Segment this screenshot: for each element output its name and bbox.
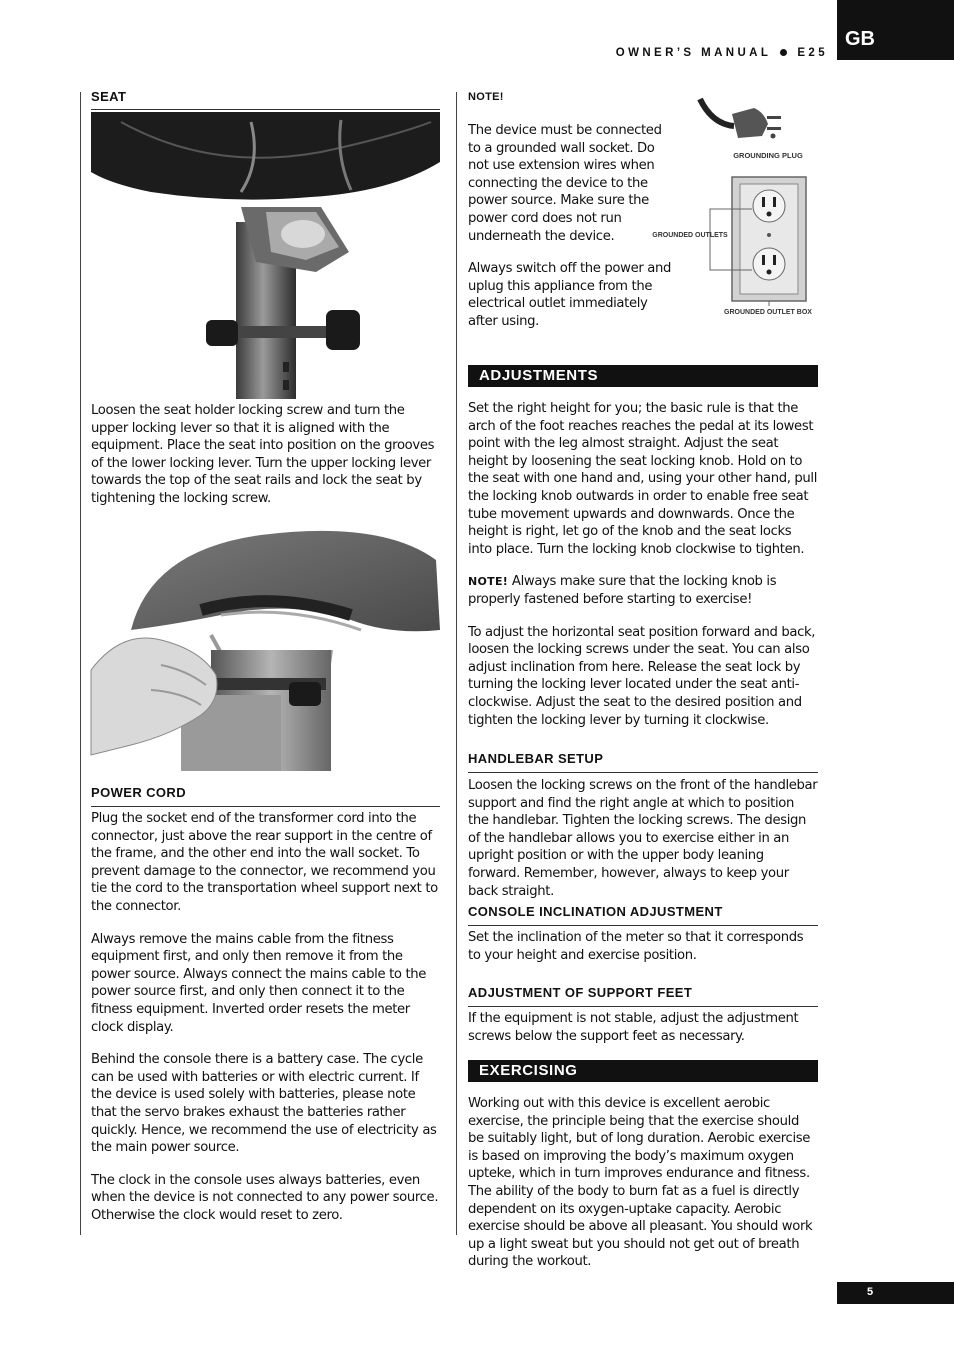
support-feet-paragraph: If the equipment is not stable, adjust the adjustment screws below the support feet as necessary. xyxy=(468,1011,799,1044)
bullet-dot xyxy=(780,49,787,56)
power-paragraph-1: Plug the socket end of the transformer cord into the connector, just above the rear support in the centre of the frame, and the other end into the wall socket. To prevent damage to the connector, we recommend you tie the cord to the transportation wheel support next to the connector. xyxy=(91,811,438,914)
handlebar-paragraph: Loosen the locking screws on the front of the handlebar support and find the right angle at which to position the handlebar. Tighten the locking screws. The design of the handlebar allows you to exercise either in an upright position or with the upper body leaning forward. Remember, however, always to keep your back straight. xyxy=(468,778,818,899)
adjustments-text xyxy=(468,400,818,744)
grounding-figure xyxy=(652,94,818,330)
column-divider xyxy=(456,92,457,1235)
seat-paragraph: Loosen the seat holder locking screw and turn the upper locking lever so that it is aligned with the equipment. Place the seat into position on the grooves of the lower locking lever. Turn the upper locking lever towards the top of the seat rails and lock the seat by tightening the locking screw. xyxy=(91,403,435,506)
exercising-section-bar: EXERCISING xyxy=(468,1060,818,1082)
language-tab xyxy=(837,0,954,60)
support-feet-rule xyxy=(468,1006,818,1007)
seat-adjust-hand-photo xyxy=(91,520,440,771)
grounding-plug-label: GROUNDING PLUG xyxy=(733,151,803,160)
support-feet-heading: ADJUSTMENT OF SUPPORT FEET xyxy=(468,985,693,1000)
power-cord-rule xyxy=(91,806,440,807)
horizontal-position-paragraph: To adjust the horizontal seat position forward and back, loosen the locking screws under the seat. You can also adjust inclination from here. Release the seat lock by turning the locking lever located under the seat anti-clockwise. Adjust the seat to the desired position and tighten the locking lever by turning it clockwise. xyxy=(468,624,816,728)
locking-knob-note xyxy=(468,573,818,608)
console-rule xyxy=(468,925,818,926)
power-cord-heading: POWER CORD xyxy=(91,785,186,800)
note2-label: NOTE! xyxy=(468,575,509,589)
note-paragraph-1: The device must be connected to a grounded wall socket. Do not use extension wires when connecting the device to the power source. Make sure the power cord does not run underneath the device. xyxy=(468,123,662,244)
exercising-paragraph: Working out with this device is excellent aerobic exercise, the principle being that the exercise should be suitably light, but of long duration. Aerobic exercise is based on improving the body’s maximum oxygen upteke, which in turn improves endurance and fitness. The ability of the body to burn fat as a fuel is directly dependent on its oxygen-uptake capacity. Aerobic exercise should be above all pleasant. You should work up a light sweat but you should not get out of breath during the workout. xyxy=(468,1096,813,1270)
exercising-text xyxy=(468,1095,818,1286)
language-tab-label: GB xyxy=(845,28,875,50)
power-paragraph-3: Behind the console there is a battery case. The cycle can be used with batteries or with electric current. If the device is used solely with batteries, please note that the servo brakes exhaust the batteries rather quickly. Hence, we recommend the use of electricity as the main power source. xyxy=(91,1052,437,1156)
manual-title: OWNER’S MANUAL xyxy=(615,47,772,59)
console-text xyxy=(468,929,818,979)
note2-text: Always make sure that the locking knob is properly fastened before starting to exercise! xyxy=(468,574,777,607)
seat-heading-rule xyxy=(91,109,440,110)
running-header xyxy=(616,47,828,59)
page-number: 5 xyxy=(867,1286,874,1298)
seat-instructions xyxy=(91,402,440,523)
note-heading: NOTE! xyxy=(468,91,504,103)
page-number-tab xyxy=(837,1282,954,1304)
power-paragraph-2: Always remove the mains cable from the fitness equipment first, and only then remove it from the power source. Always connect the mains cable to the power source first, and only then connect it to the fitness equipment. Inverted order resets the meter clock display. xyxy=(91,931,427,1035)
left-margin-line xyxy=(80,92,81,1235)
handlebar-rule xyxy=(468,772,818,773)
grounded-outlet-box-label: GROUNDED OUTLET BOX xyxy=(724,309,812,316)
handlebar-text xyxy=(468,777,818,915)
power-paragraph-4: The clock in the console uses always batteries, even when the device is not connected to any power source. Otherwise the clock would reset to zero. xyxy=(91,1172,439,1223)
model-name: E25 xyxy=(797,47,828,59)
power-cord-text xyxy=(91,810,440,1239)
note-paragraph-2: Always switch off the power and uplug this appliance from the electrical outlet immediately after using. xyxy=(468,261,672,329)
note-text xyxy=(468,122,673,346)
handlebar-heading: HANDLEBAR SETUP xyxy=(468,751,604,766)
grounded-outlets-label: GROUNDED OUTLETS xyxy=(652,232,728,239)
console-paragraph: Set the inclination of the meter so that it corresponds to your height and exercise position. xyxy=(468,930,804,963)
seat-heading: SEAT xyxy=(91,89,127,104)
console-heading: CONSOLE INCLINATION ADJUSTMENT xyxy=(468,904,723,919)
support-feet-text xyxy=(468,1010,818,1060)
adjustments-paragraph: Set the right height for you; the basic rule is that the arch of the foot reaches reaches the pedal at its lowest point with the leg almost straight. Adjust the seat height by loosening the seat locking knob. Hold on to the seat with one hand and, using your other hand, pull the locking knob outwards in order to enable free seat tube movement upwards and downwards. Once the height is right, let go of the knob and the seat locks into place. Turn the locking knob clockwise to tighten. xyxy=(468,401,818,557)
seat-post-photo xyxy=(91,112,440,399)
adjustments-section-bar: ADJUSTMENTS xyxy=(468,365,818,387)
